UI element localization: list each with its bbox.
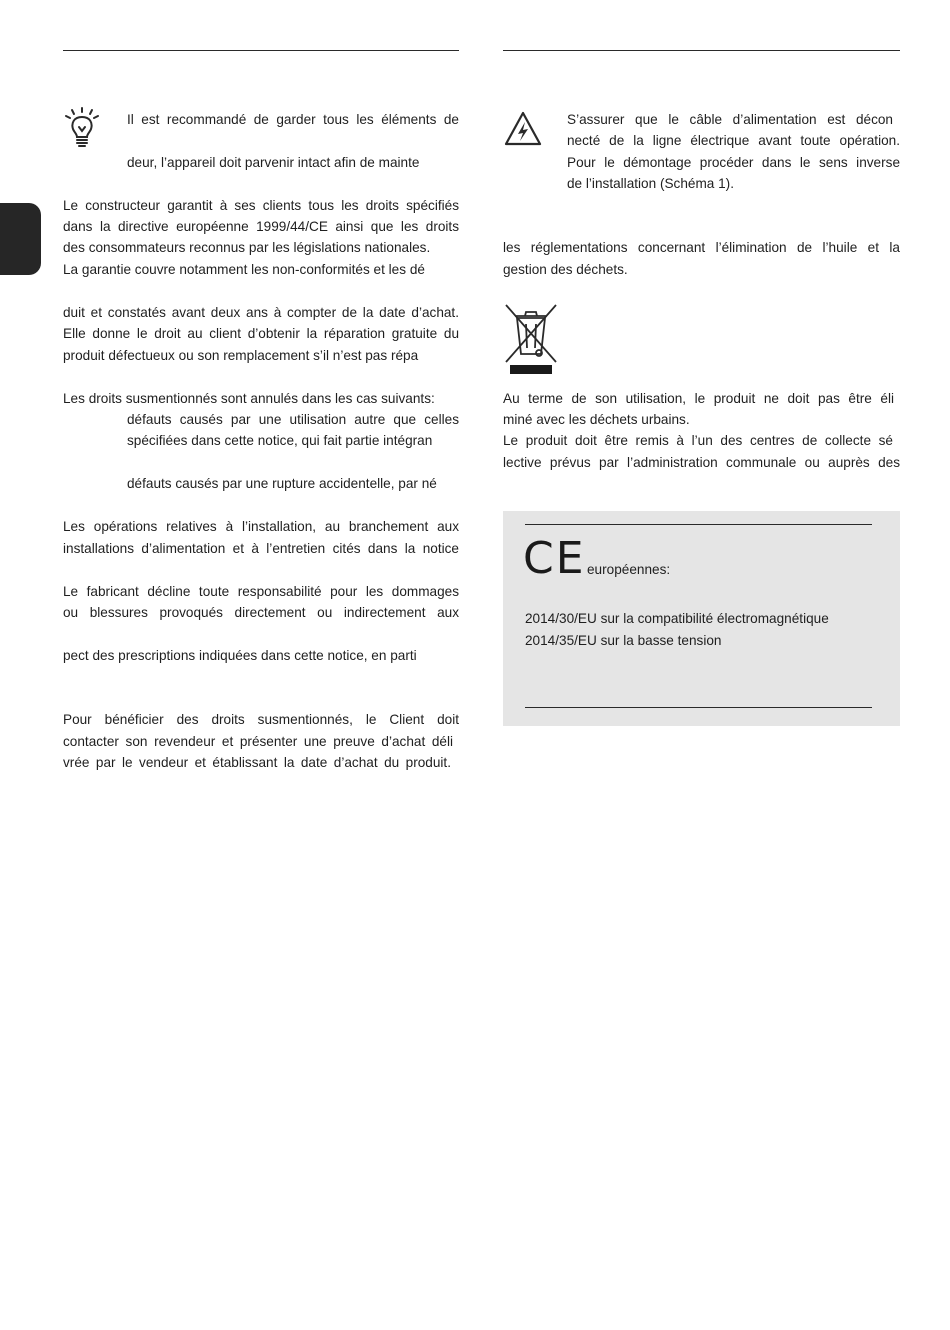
liability-line-2: ou blessures provoqués directement ou indirectement aux bbox=[63, 605, 459, 620]
cancel-item2: défauts causés par une rupture accidentelle, par né bbox=[127, 476, 437, 491]
guarantee2-line-3: produit défectueux ou son remplacement s’il n’est pas répa bbox=[63, 348, 419, 363]
cancel-intro: Les droits susmentionnés sont annulés dans les cas suivants: bbox=[63, 391, 435, 406]
ce-mark: CE bbox=[523, 533, 586, 584]
left-header-rule bbox=[63, 50, 459, 51]
guarantee-line-1: Le constructeur garantit à ses clients tous les droits spécifiés bbox=[63, 198, 459, 213]
benefit-line-2: contacter son revendeur et présenter une preuve d’achat déli bbox=[63, 734, 453, 749]
tip-line-1: Il est recommandé de garder tous les éléments de bbox=[127, 112, 459, 127]
crossed-bin-icon bbox=[503, 302, 559, 376]
right-header-rule bbox=[503, 50, 900, 51]
guarantee2-line-1: duit et constatés avant deux ans à compter de la date d’achat. bbox=[63, 305, 459, 320]
electric-warning-icon bbox=[503, 110, 543, 148]
chapter-tab bbox=[0, 203, 41, 275]
warning-line-2: necté de la ligne électrique avant toute opération. bbox=[567, 133, 900, 148]
benefit-line-3: vrée par le vendeur et établissant la date d’achat du produit. bbox=[63, 755, 451, 770]
weee-line-3: Le produit doit être remis à l’un des centres de collecte sé bbox=[503, 433, 893, 448]
ce-box-top-rule bbox=[525, 524, 872, 525]
directive-line-1: 2014/30/EU sur la compatibilité électromagnétique bbox=[525, 611, 829, 626]
lightbulb-icon bbox=[63, 106, 101, 148]
cancel-item1-line-2: spécifiées dans cette notice, qui fait partie intégran bbox=[127, 433, 433, 448]
guarantee2-line-2: Elle donne le droit au client d’obtenir la réparation gratuite du bbox=[63, 326, 459, 341]
warning-line-3: Pour le démontage procéder dans le sens inverse bbox=[567, 155, 900, 170]
liability-line-1: Le fabricant décline toute responsabilité pour les dommages bbox=[63, 584, 459, 599]
weee-line-2: miné avec les déchets urbains. bbox=[503, 412, 690, 427]
directive-line-2: 2014/35/EU sur la basse tension bbox=[525, 633, 722, 648]
disposal-line-2: gestion des déchets. bbox=[503, 262, 628, 277]
liability-line-3: pect des prescriptions indiquées dans cette notice, en parti bbox=[63, 648, 417, 663]
guarantee-line-2: dans la directive européenne 1999/44/CE ainsi que les droits bbox=[63, 219, 459, 234]
benefit-line-1: Pour bénéficier des droits susmentionnés, le Client doit bbox=[63, 712, 459, 727]
guarantee-line-3: des consommateurs reconnus par les législations nationales. bbox=[63, 240, 431, 255]
ce-conformity-box bbox=[503, 511, 900, 726]
warning-line-4: de l’installation (Schéma 1). bbox=[567, 176, 734, 191]
tip-line-2: deur, l’appareil doit parvenir intact afin de mainte bbox=[127, 155, 420, 170]
warning-line-1: S’assurer que le câble d’alimentation est décon bbox=[567, 112, 893, 127]
operations-line-2: installations d’alimentation et à l’entretien cités dans la notice bbox=[63, 541, 459, 556]
weee-line-4: lective prévus par l’administration communale ou auprès des bbox=[503, 455, 900, 470]
weee-line-1: Au terme de son utilisation, le produit ne doit pas être éli bbox=[503, 391, 894, 406]
ce-box-bottom-rule bbox=[525, 707, 872, 708]
cancel-item1-line-1: défauts causés par une utilisation autre que celles bbox=[127, 412, 459, 427]
ce-directives-text: européennes: bbox=[587, 562, 671, 577]
operations-line-1: Les opérations relatives à l’installation, au branchement aux bbox=[63, 519, 459, 534]
disposal-line-1: les réglementations concernant l’élimination de l’huile et la bbox=[503, 240, 900, 255]
guarantee-line-4: La garantie couvre notamment les non-conformités et les dé bbox=[63, 262, 425, 277]
